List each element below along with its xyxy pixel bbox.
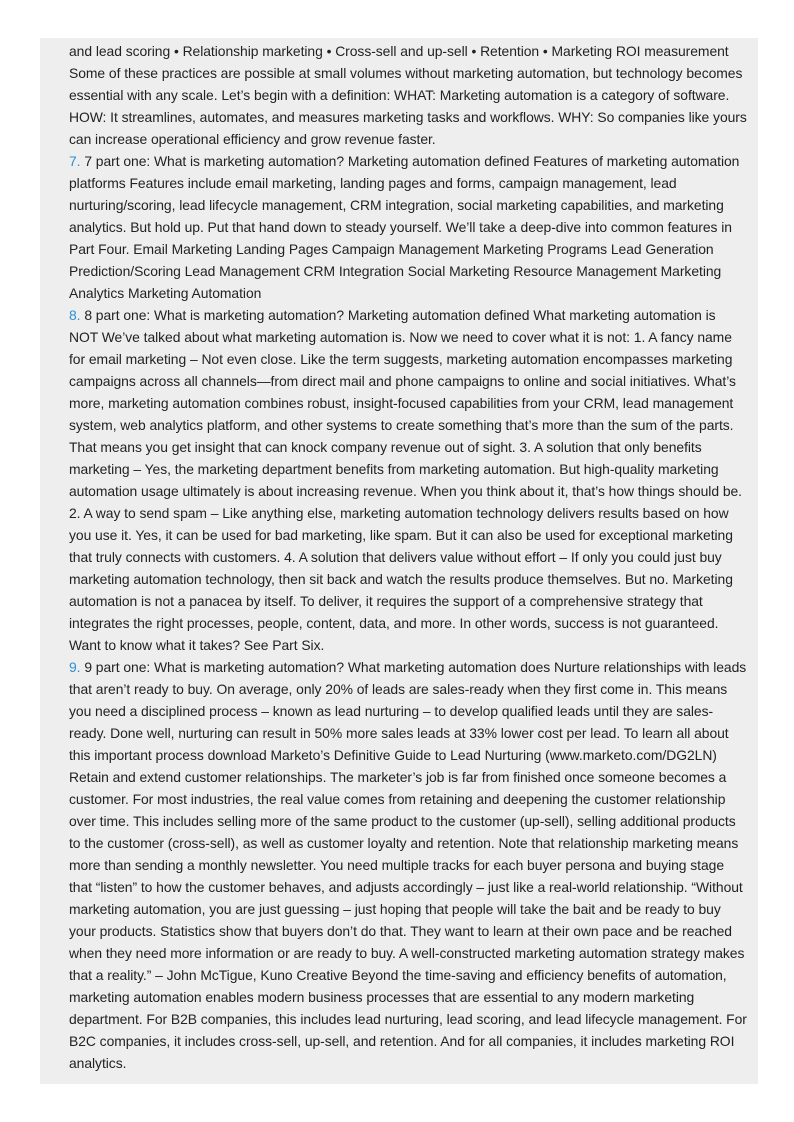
item-number-link[interactable]: 7.: [69, 153, 81, 169]
text-panel: [40, 38, 758, 1084]
item-number-link[interactable]: 9.: [69, 659, 81, 675]
intro-text: and lead scoring • Relationship marketing • Cross-sell and up-sell • Retention • Marketing ROI measurement Some of these practices are possible at small volumes without marketing automation, but technology becomes essential with any scale. Let’s begin with a definition: WHAT: Marketing automation is a category of software. HOW: It streamlines, automates, and measures marketing tasks and workflows. WHY: So companies like yours can increase operational efficiency and grow revenue faster.: [69, 43, 747, 147]
item-text: 8 part one: What is marketing automation? Marketing automation defined What marketing automation is NOT We’ve talked about what marketing automation is. Now we need to cover what it is not: 1. A fancy name for email marketing – Not even close. Like the term suggests, marketing automation encompasses marketing campaigns across all channels—from direct mail and phone campaigns to online and social initiatives. What’s more, marketing automation combines robust, insight-focused capabilities from your CRM, lead management system, web analytics platform, and other systems to create something that’s more than the sum of the parts. That means you get insight that can knock company revenue out of sight. 3. A solution that only benefits marketing – Yes, the marketing department benefits from marketing automation. But high-quality marketing automation usage ultimately is about increasing revenue. When you think about it, that’s how things should be. 2. A way to send spam – Like anything else, marketing automation technology delivers results based on how you use it. Yes, it can be used for bad marketing, like spam. But it can also be used for exceptional marketing that truly connects with customers. 4. A solution that delivers value without effort – If only you could just buy marketing automation technology, then sit back and watch the results produce themselves. But no. Marketing automation is not a panacea by itself. To deliver, it requires the support of a comprehensive strategy that integrates the right processes, people, content, data, and more. In other words, success is not guaranteed. Want to know what it takes? See Part Six.: [69, 307, 742, 653]
list-item-7: [69, 150, 748, 304]
item-text: 9 part one: What is marketing automation? What marketing automation does Nurture relationships with leads that aren’t ready to buy. On average, only 20% of leads are sales-ready when they first come in. This means you need a disciplined process – known as lead nurturing – to develop qualified leads until they are sales-ready. Done well, nurturing can result in 50% more sales leads at 33% lower cost per lead. To learn all about this important process download Marketo’s Definitive Guide to Lead Nurturing (www.marketo.com/DG2LN) Retain and extend customer relationships. The marketer’s job is far from finished once someone becomes a customer. For most industries, the real value comes from retaining and deepening the customer relationship over time. This includes selling more of the same product to the customer (up-sell), selling additional products to the customer (cross-sell), as well as customer loyalty and retention. Note that relationship marketing means more than sending a monthly newsletter. You need multiple tracks for each buyer persona and buying stage that “listen” to how the customer behaves, and adjusts accordingly – just like a real-world relationship. “Without marketing automation, you are just guessing – just hoping that people will take the bait and be ready to buy your products. Statistics show that buyers don’t do that. They want to learn at their own pace and be reached when they need more information or are ready to buy. A well-constructed marketing automation strategy makes that a reality.” – John McTigue, Kuno Creative Beyond the time-saving and efficiency benefits of automation, marketing automation enables modern business processes that are essential to any modern marketing department. For B2B companies, this includes lead nurturing, lead scoring, and lead lifecycle management. For B2C companies, it includes cross-sell, up-sell, and retention. And for all companies, it includes marketing ROI analytics.: [69, 659, 747, 1071]
item-text: 7 part one: What is marketing automation? Marketing automation defined Features of marketing automation platforms Features include email marketing, landing pages and forms, campaign management, lead nurturing/scoring, lead lifecycle management, CRM integration, social marketing capabilities, and marketing analytics. But hold up. Put that hand down to steady yourself. We’ll take a deep-dive into common features in Part Four. Email Marketing Landing Pages Campaign Management Marketing Programs Lead Generation Prediction/Scoring Lead Management CRM Integration Social Marketing Resource Management Marketing Analytics Marketing Automation: [69, 153, 740, 301]
list-item-9: [69, 656, 748, 1074]
item-number-link[interactable]: 8.: [69, 307, 81, 323]
intro-paragraph: [69, 40, 748, 150]
list-item-8: [69, 304, 748, 656]
